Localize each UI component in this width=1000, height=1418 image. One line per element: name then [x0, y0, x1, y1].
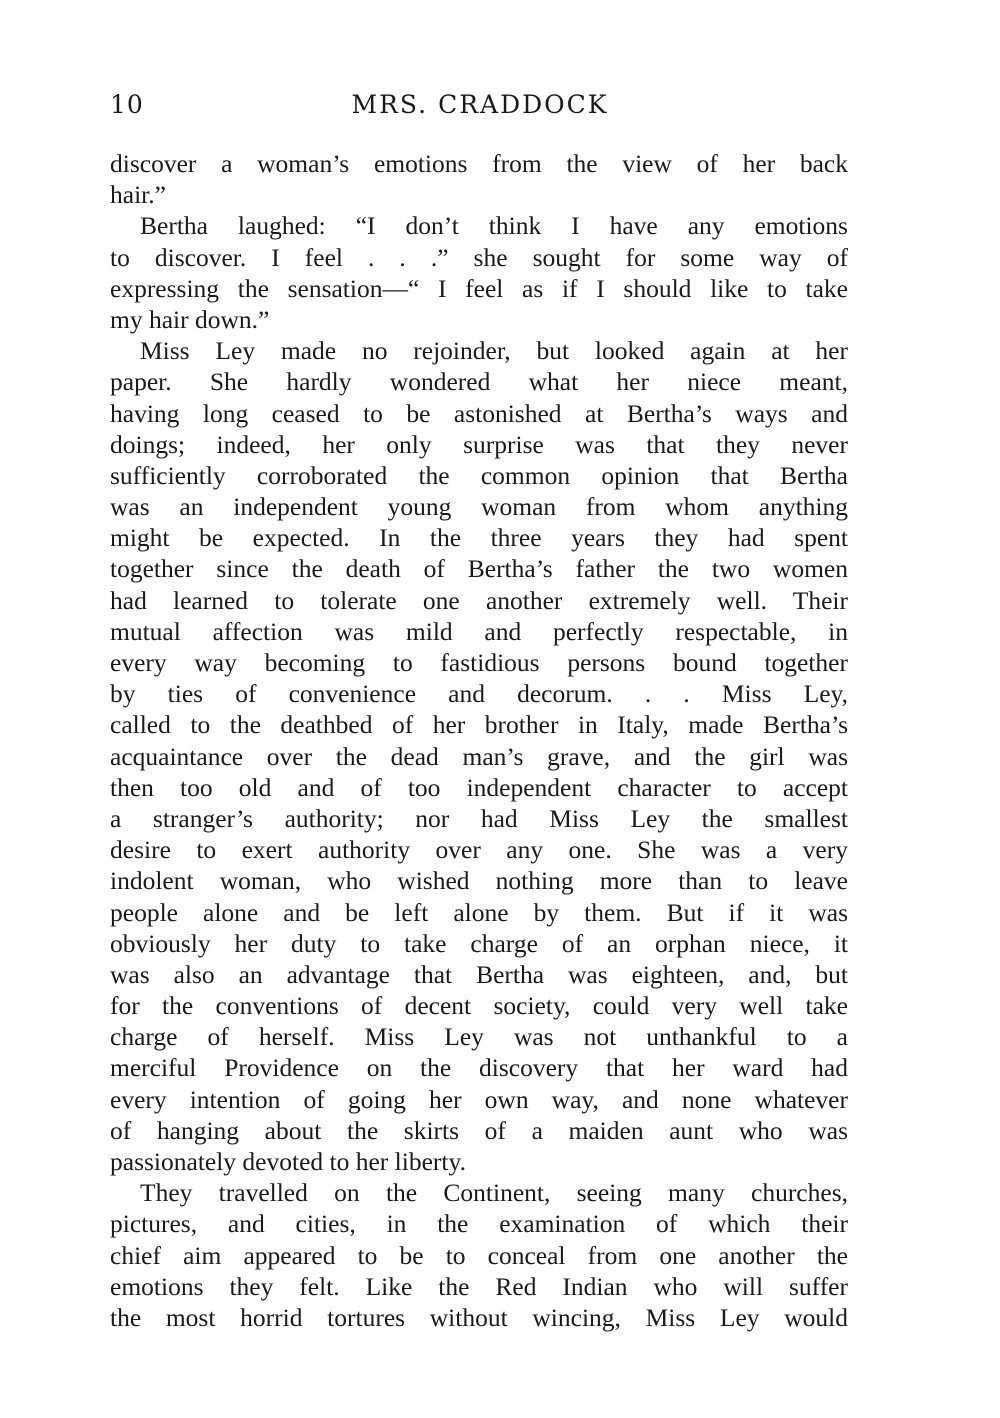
running-head — [110, 90, 850, 126]
text-line: obviously her duty to take charge of an orphan niece, it — [110, 928, 848, 958]
text-line: having long ceased to be astonished at Bertha’s ways and — [110, 398, 848, 428]
text-line: people alone and be left alone by them. But if it was — [110, 897, 848, 927]
text-line: pictures, and cities, in the examination of which their — [110, 1209, 848, 1239]
text-line: emotions they felt. Like the Red Indian who will suffer — [110, 1271, 848, 1301]
text-line: They travelled on the Continent, seeing many churches, — [140, 1178, 848, 1208]
body-text — [110, 148, 848, 1333]
text-line: for the conventions of decent society, could very well take — [110, 991, 848, 1021]
text-line: hair.” — [110, 180, 166, 210]
text-line: called to the deathbed of her brother in Italy, made Bertha’s — [110, 710, 848, 740]
text-line: charge of herself. Miss Ley was not unthankful to a — [110, 1022, 848, 1052]
text-line: might be expected. In the three years they had spent — [110, 523, 848, 553]
text-line: was also an advantage that Bertha was eighteen, and, but — [110, 959, 848, 989]
text-line: the most horrid tortures without wincing, Miss Ley would — [110, 1302, 848, 1332]
text-line: of hanging about the skirts of a maiden aunt who was — [110, 1115, 848, 1145]
text-line: doings; indeed, her only surprise was that they never — [110, 429, 848, 459]
running-title: MRS. CRADDOCK — [351, 90, 609, 119]
text-line: had learned to tolerate one another extremely well. Their — [110, 585, 848, 615]
text-line: together since the death of Bertha’s father the two women — [110, 554, 848, 584]
text-line: a stranger’s authority; nor had Miss Ley the smallest — [110, 803, 848, 833]
text-line: was an independent young woman from whom anything — [110, 492, 848, 522]
text-line: Miss Ley made no rejoinder, but looked again at her — [140, 336, 848, 366]
text-line: merciful Providence on the discovery that her ward had — [110, 1053, 848, 1083]
text-line: every intention of going her own way, and none whatever — [110, 1084, 848, 1114]
text-line: discover a woman’s emotions from the view of her back — [110, 149, 848, 178]
text-line: mutual affection was mild and perfectly respectable, in — [110, 616, 848, 646]
text-line: paper. She hardly wondered what her niece meant, — [110, 367, 848, 397]
text-line: to discover. I feel . . .” she sought for some way of — [110, 242, 848, 272]
text-line: then too old and of too independent character to accept — [110, 772, 848, 802]
text-line: indolent woman, who wished nothing more than to leave — [110, 866, 848, 896]
text-line: expressing the sensation—“ I feel as if I should like to take — [110, 273, 848, 303]
text-line: acquaintance over the dead man’s grave, and the girl was — [110, 741, 848, 771]
text-line: Bertha laughed: “I don’t think I have any emotions — [140, 211, 848, 241]
text-line: desire to exert authority over any one. She was a very — [110, 835, 848, 865]
text-line: every way becoming to fastidious persons bound together — [110, 648, 848, 677]
text-line: sufficiently corroborated the common opinion that Bertha — [110, 460, 848, 490]
text-line: passionately devoted to her liberty. — [110, 1147, 466, 1176]
text-line: by ties of convenience and decorum. . . Miss Ley, — [110, 679, 848, 709]
text-line: my hair down.” — [110, 304, 270, 334]
page-number: 10 — [110, 90, 144, 119]
text-line: chief aim appeared to be to conceal from one another the — [110, 1240, 848, 1270]
